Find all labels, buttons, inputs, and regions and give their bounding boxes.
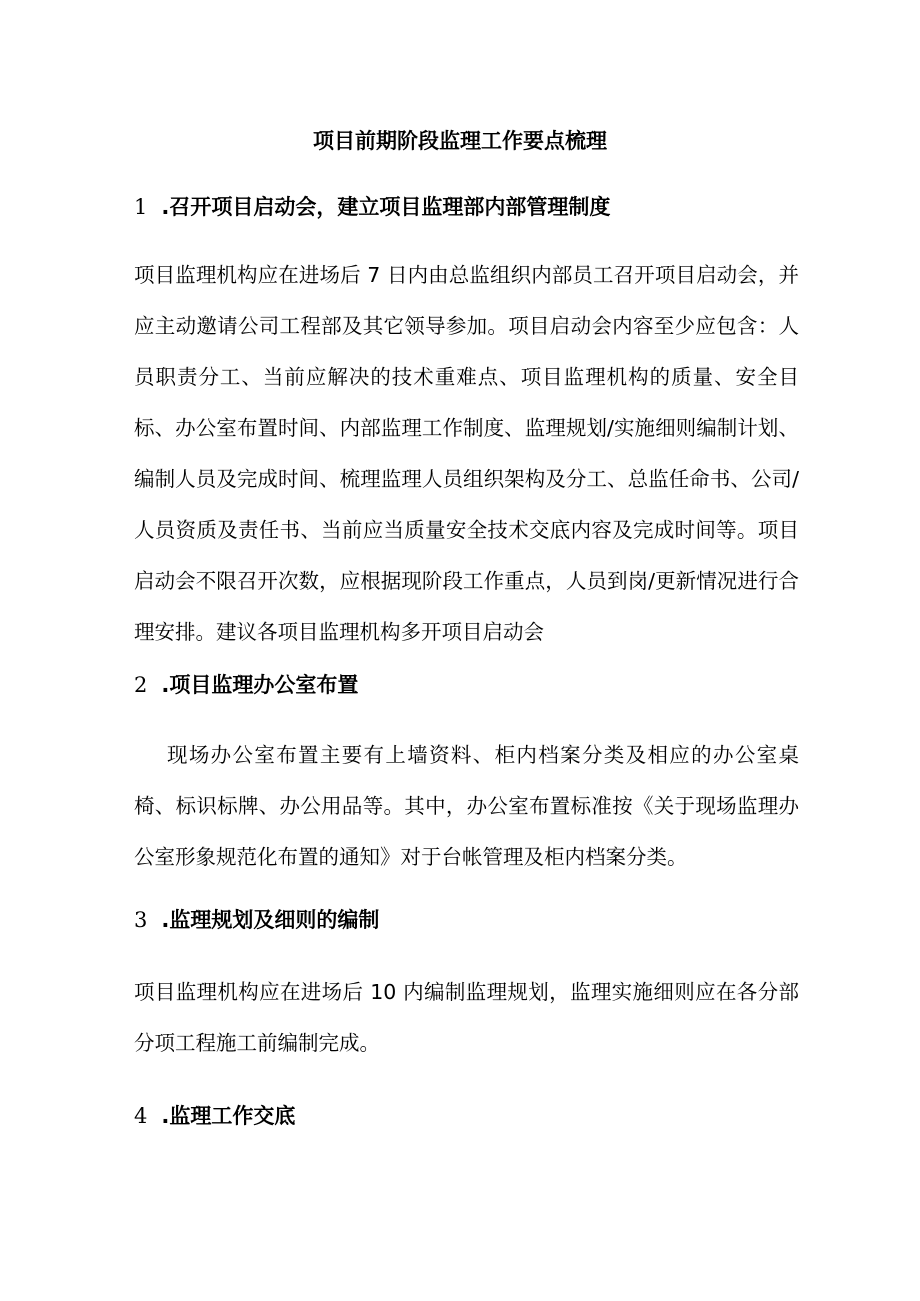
section-1-heading: [134, 192, 610, 222]
section-1-heading-text: .召开项目启动会，建立项目监理部内部管理制度: [161, 195, 611, 219]
section-2-heading: [134, 670, 358, 700]
section-3-heading: [134, 905, 379, 935]
section-3-heading-text: .监理规划及细则的编制: [161, 908, 380, 932]
section-4-heading: [134, 1101, 295, 1131]
section-2-body: 现场办公室布置主要有上墙资料、柜内档案分类及相应的办公室桌椅、标识标牌、办公用品等。其中，办公室布置标准按《关于现场监理办公室形象规范化布置的通知》对于台帐管理及柜内档案分类。: [134, 743, 799, 869]
section-2-heading-text: .项目监理办公室布置: [161, 673, 359, 697]
section-4-number: 4: [134, 1104, 148, 1128]
section-3-number: 3: [134, 908, 148, 932]
section-3-body: 项目监理机构应在进场后 10 内编制监理规划，监理实施细则应在各分部分项工程施工前编制完成。: [134, 980, 799, 1055]
document-title: 项目前期阶段监理工作要点梳理: [313, 129, 607, 153]
section-2-number: 2: [134, 673, 148, 697]
section-4-heading-text: .监理工作交底: [161, 1104, 296, 1128]
section-1-body: 项目监理机构应在进场后 7 日内由总监组织内部员工召开项目启动会，并应主动邀请公司工程部及其它领导参加。项目启动会内容至少应包含：人员职责分工、当前应解决的技术重难点、项目监理机构的质量、安全目标、办公室布置时间、内部监理工作制度、监理规划/实施细则编制计划、编制人员及完成时间、梳理监理人员组织架构及分工、总监任命书、公司/人员资质及责任书、当前应当质量安全技术交底内容及完成时间等。项目启动会不限召开次数，应根据现阶段工作重点，人员到岗/更新情况进行合理安排。建议各项目监理机构多开项目启动会: [134, 263, 799, 644]
section-1-number: 1: [134, 195, 148, 219]
